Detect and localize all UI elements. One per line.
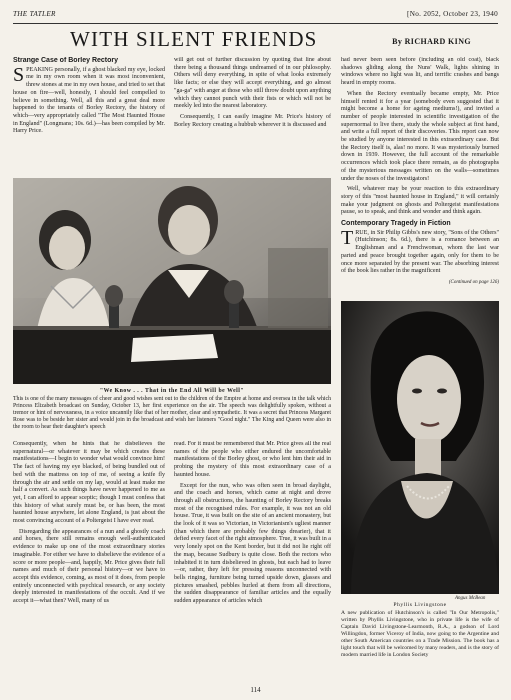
caption-title: Phyllis Livingstone [393,602,447,608]
column-2-bottom [174,441,331,677]
page-number: 114 [250,686,261,694]
header-rule [13,23,498,24]
article-byline: By RICHARD KING [392,37,471,46]
photo-credit: Angus McBean [455,596,486,601]
caption-text: A new publication of Hutchinson's is called "In Our Metropolis," written by Phyllis Livingstone, who in private life is the wife of Captain David Livingstone-Learmonth, R.A., a godson of Lord Willingdon, former Viceroy of India, now going to the Argentine and other South American countries on a Trade Mission. The book has a light touch that will be welcomed by many readers, and is the story of modern married life in London Society [341,610,499,658]
paragraph: Well, whatever may be your reaction to this extraordinary story of this "most haunted house in England," it will certainly make your judgment on ghosts and Poltergeist manifestations pause, so to speak, and think and wonder and think again. [341,186,499,216]
broadcast-photo-caption [13,388,331,430]
section-heading: Strange Case of Borley Rectory [13,57,119,64]
paragraph: Consequently, I can easily imagine Mr. Price's history of Borley Rectory creating a hubbub wherever it is discussed and [174,113,331,128]
paragraph: had never been seen before (including an old coat), black shadows gliding along the Nuns' Walk, lights shining in windows where no light was lit, and terrific crashes and bangs heard in empty rooms. [341,57,499,87]
drop-cap: T [341,226,354,249]
paragraph: TRUE, in Sir Philip Gibbs's new story, "Sons of the Others" (Hutchinson; 8s. 6d.), there is a romance between an Englishman and a Frenchwoman, whom the last war parted and peace brought together again, only for them to be once more separated by the present war. The absorbing interest of the book lies rather in the magnificent [341,226,499,275]
article-title: WITH SILENT FRIENDS [70,27,318,51]
column-3 [341,57,499,298]
phyllis-livingstone-portrait [341,301,499,594]
drop-cap: S [13,63,25,86]
column-1-top [13,57,165,175]
princesses-broadcast-illustration [13,178,331,384]
paragraph: will get out of further discussion by quoting that line about there being a thousand things undreamed of in our philosophy. Others will deny everything, in spite of what looks extremely like facts; or else they will accept everything, and go almost "ga-ga" with anger at those who still throw doubt upon anything which they cannot punch with their fists or which will not be meekly led into the nearest laboratory. [174,57,331,110]
paragraph: When the Rectory eventually became empty, Mr. Price himself rented it for a year (somebody even suggested that it might become a home for ageing mediums!), and invited a number of people interested in scientific investigation of the supernormal to live there, study the whole subject at first hand, and write a full report of their discoveries. This report can now be studied by anyone interested in this extraordinary case. But the Rectory itself is, alas! no more. It was mysteriously burned down in 1939. However, the full account of the remarkable occurrences which took place there remain, as do photographs of the mysterious messages written on the walls—sometimes under the noses of the investigators! [341,90,499,182]
continued-note: (Continued on page 126) [448,279,499,285]
caption-title: "We Know . . . That in the End All Will be Well" [99,388,245,394]
section-heading: Contemporary Tragedy in Fiction [341,220,451,228]
portrait-caption [341,602,499,659]
magazine-name: THE TATLER [13,10,56,18]
paragraph: read. For it must be remembered that Mr. Price gives all the real names of the people who either endured the uncomfortable manifestations of the Borley ghost, or who lent him their aid in probing the mystery of this most extraordinary case of a haunted house. [174,441,331,478]
paragraph: Except for the nun, who was often seen in broad daylight, and the coach and horses, which came at night and drove through all obstructions, the haunting of Borley Rectory breaks most of the recognised rules. For example, it was not an old house. True, it was built on the site of an ancient monastery, but the look of it was so Victorian, in Victorianism's ugliest manner (than which there are probably few things drearier), that it defied every facet of the right atmosphere. True, it was built in a very lonely spot on the Kent border, but it did not lie right off the map, because Sudbury is quite close. Both the rectors who inhabited it in turn disbelieved in ghosts, but each had to leave—or, rather, they left for pressing reasons unconnected with bells ringing, furniture being turned upside down, glasses and pictures smashed, pebbles hurled at them from all directions, the sudden disappearance of familiar articles and the equally sudden appearance of articles which [174,482,331,605]
broadcast-photo [13,178,331,384]
paragraph: Consequently, when he hints that he disbelieves the supernatural—or whatever it may be which creates these manifestations—I begin to wonder what would convince him! The fact of having my eye blacked, of being bundled out of bed with the mattress on top of me, of seeing a knife fly through the air and settle on my lap, would at least make me half a convert. As such things have never happened to me as yet, I can afford to appear sceptic; though I must confess that this history of what surely must be, or has been, the most haunted house anywhere, let alone England, is just about the most convincing account of a Poltergeist I have ever read. [13,441,165,525]
issue-info: [No. 2052, October 23, 1940 [407,10,498,18]
caption-text: This is one of the many messages of cheer and good wishes sent out to the children of the Empire at home and oversea in the talk which Princess Elizabeth broadcast on Sunday, October 13, her first experience on the air. The speech was delightfully spoken, without a tremor or hint of nervousness, in a voice uncannily like that of her mother, clear and sympathetic. It was a secret that Princess Margaret Rose was to be beside her sister and would join in the broadcast and wish her listeners "Good night." The King and Queen were also in the room to hear their daughter's speech [13,395,331,430]
paragraph: SPEAKING personally, if a ghost blacked my eye, locked me in my own room when it was most inconvenient, threw stones at me in my own house, and tried to set that house on fire—well, honestly, I should feel compelled to believe in something. Well, all this and a great deal more happened to the tenants of Borley Rectory, the history of which—very appropriately called "The Most Haunted House in England" (Longmans; 10s. 6d.)—has been compiled by Mr. Harry Price. [13,63,165,135]
portrait-photo [341,301,499,594]
paragraph: Disregarding the appearances of a nun and a ghostly coach and horses, there still remains enough well-authenticated evidence to make up one of the most extraordinary stories imaginable. For either we have to disbelieve the evidence of a score or more people—and, happily, Mr. Price gives their full names and much of their personal history—or we have to accept this evidence, coming, as most of it does, from people entirely unconnected with psychical research, or any society deeply interested in manifestations of the occult. And if we accept it—what then? Well, many of us [13,528,165,605]
column-1-bottom [13,441,165,677]
column-2-top [174,57,331,175]
page-header [13,10,498,22]
